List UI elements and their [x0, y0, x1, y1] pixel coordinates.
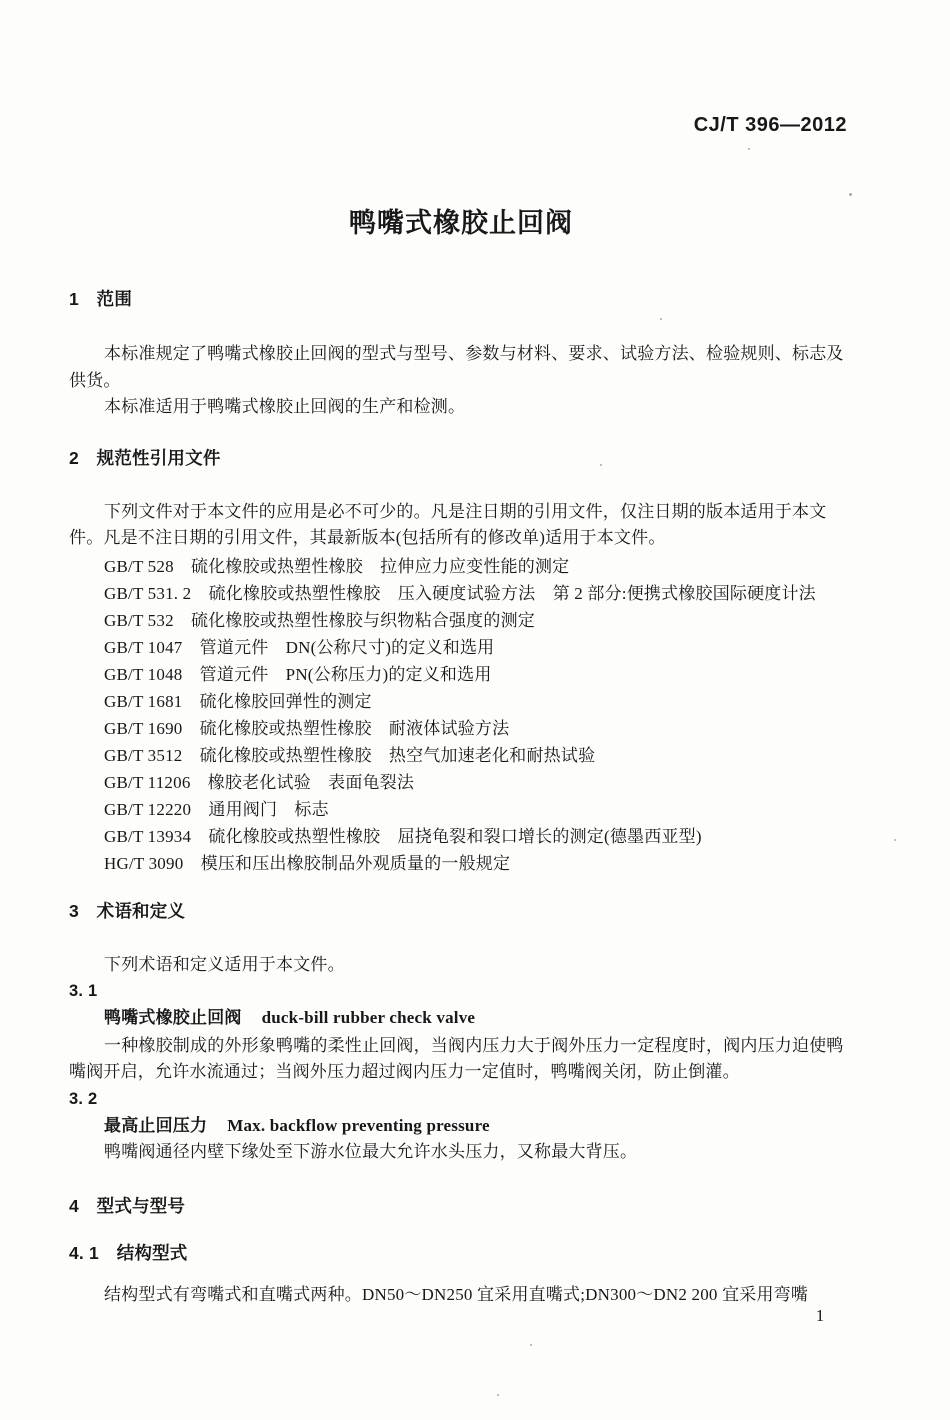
reference-item: GB/T 528 硫化橡胶或热塑性橡胶 拉伸应力应变性能的测定 — [104, 557, 570, 576]
scan-speck — [849, 193, 852, 196]
section-1-paragraph-line: 本标准适用于鸭嘴式橡胶止回阀的生产和检测。 — [104, 397, 466, 416]
term-title-zh: 鸭嘴式橡胶止回阀 — [104, 1008, 242, 1027]
section-1-heading: 1 范围 — [69, 289, 133, 309]
term-title-zh: 最高止回压力 — [104, 1116, 208, 1135]
section-2-heading: 2 规范性引用文件 — [69, 448, 221, 468]
standard-number: CJ/T 396—2012 — [693, 114, 847, 136]
clause-number-3-2: 3. 2 — [69, 1090, 98, 1108]
section-4-heading: 4 型式与型号 — [69, 1196, 186, 1216]
scan-speck — [530, 1344, 532, 1346]
reference-item: GB/T 3512 硫化橡胶或热塑性橡胶 热空气加速老化和耐热试验 — [104, 746, 596, 765]
reference-item: GB/T 1047 管道元件 DN(公称尺寸)的定义和选用 — [104, 638, 495, 657]
term-title-3-1 — [69, 1007, 904, 1028]
reference-item: HG/T 3090 模压和压出橡胶制品外观质量的一般规定 — [104, 854, 511, 873]
section-4-1-heading: 4. 1 结构型式 — [69, 1243, 188, 1263]
section-1-paragraph-line: 供货。 — [69, 371, 121, 390]
reference-item: GB/T 13934 硫化橡胶或热塑性橡胶 屈挠龟裂和裂口增长的测定(德墨西亚型) — [104, 827, 702, 846]
section-3-heading: 3 术语和定义 — [69, 901, 186, 921]
reference-item: GB/T 532 硫化橡胶或热塑性橡胶与织物粘合强度的测定 — [104, 611, 535, 630]
scan-speck — [497, 1394, 499, 1396]
term-definition-line: 嘴阀开启，允许水流通过；当阀外压力超过阀内压力一定值时，鸭嘴阀关闭，防止倒灌。 — [69, 1062, 740, 1081]
term-definition-line: 一种橡胶制成的外形象鸭嘴的柔性止回阀，当阀内压力大于阀外压力一定程度时，阀内压力迫使鸭 — [104, 1036, 844, 1055]
page-number: 1 — [815, 1306, 825, 1325]
reference-item: GB/T 1681 硫化橡胶回弹性的测定 — [104, 692, 372, 711]
term-definition-line: 鸭嘴阀通径内壁下缘处至下游水位最大允许水头压力，又称最大背压。 — [104, 1142, 638, 1161]
scan-speck — [600, 464, 602, 466]
reference-item: GB/T 1690 硫化橡胶或热塑性橡胶 耐液体试验方法 — [104, 719, 510, 738]
scan-speck — [748, 148, 750, 150]
scan-speck — [660, 318, 662, 320]
reference-item: GB/T 11206 橡胶老化试验 表面龟裂法 — [104, 773, 415, 792]
section-1-paragraph-line: 本标准规定了鸭嘴式橡胶止回阀的型式与型号、参数与材料、要求、试验方法、检验规则、标志及 — [104, 344, 844, 363]
term-title-en: duck-bill rubber check valve — [261, 1008, 476, 1027]
term-title-3-2 — [69, 1115, 904, 1136]
reference-item: GB/T 531. 2 硫化橡胶或热塑性橡胶 压入硬度试验方法 第 2 部分:便携式橡胶国际硬度计法 — [104, 584, 816, 603]
section-2-intro-line: 下列文件对于本文件的应用是必不可少的。凡是注日期的引用文件，仅注日期的版本适用于本文 — [104, 502, 827, 521]
section-3-intro: 下列术语和定义适用于本文件。 — [104, 955, 345, 974]
reference-item: GB/T 1048 管道元件 PN(公称压力)的定义和选用 — [104, 665, 492, 684]
document-title: 鸭嘴式橡胶止回阀 — [349, 208, 573, 238]
term-title-en: Max. backflow preventing pressure — [227, 1116, 490, 1135]
clause-number-3-1: 3. 1 — [69, 982, 98, 1000]
section-2-intro-line: 件。凡是不注日期的引用文件，其最新版本(包括所有的修改单)适用于本文件。 — [69, 528, 666, 547]
section-4-paragraph-line: 结构型式有弯嘴式和直嘴式两种。DN50～DN250 宜采用直嘴式;DN300～DN2 200 宜采用弯嘴 — [104, 1285, 809, 1304]
reference-item: GB/T 12220 通用阀门 标志 — [104, 800, 329, 819]
scan-speck — [894, 839, 896, 841]
